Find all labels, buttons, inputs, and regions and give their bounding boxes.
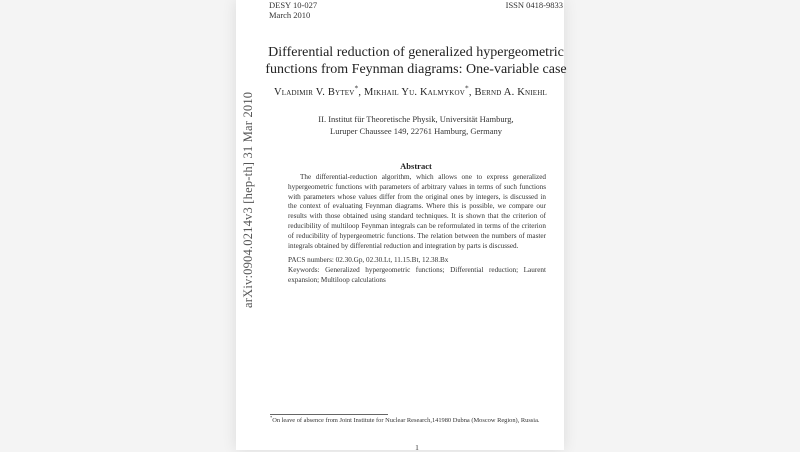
- affiliation-line-1: II. Institut für Theoretische Physik, Universität Hamburg,: [318, 114, 514, 124]
- abstract-text: The differential-reduction algorithm, which allows one to express generalized hypergeometric functions with parameters of arbitrary values in terms of such functions with parameters whose values differ from the original ones by integers, is discussed in the context of evaluating Feynman diagrams. Where this is possible, we compare our results with those obtained using standard techniques. It is shown that the criterion of reducibility of multiloop Feynman integrals can be reformulated in terms of the criterion of reducibility of hypergeometric functions. The relation between the numbers of master integrals obtained by differential reduction and integration by parts is discussed.: [288, 173, 546, 250]
- author-1: Vladimir V. Bytev: [274, 87, 355, 98]
- author-list: [274, 83, 574, 98]
- title-line-2: functions from Feynman diagrams: One-variable case: [265, 62, 567, 77]
- arxiv-identifier-stamp: arXiv:0904.0214v3 [hep-th] 31 Mar 2010: [241, 91, 255, 308]
- keywords: Keywords: Generalized hypergeometric functions; Differential reduction; Laurent expansion; Multiloop calculations: [288, 266, 546, 284]
- author-2: Mikhail Yu. Kalmykov: [364, 87, 465, 98]
- pacs-numbers: PACS numbers: 02.30.Gp, 02.30.Lt, 11.15.Bt, 12.38.Bx: [288, 256, 449, 264]
- footnote-text: On leave of absence from Joint Institute for Nuclear Research,141980 Dubna (Moscow Region), Russia.: [272, 417, 540, 424]
- affiliation: [266, 113, 566, 137]
- author-1-footnote-mark: *: [354, 83, 359, 93]
- paper-title: [264, 44, 568, 78]
- footnote-mark: *: [270, 414, 273, 420]
- author-separator: ,: [358, 87, 365, 98]
- footnote-rule: [270, 414, 388, 415]
- issn-header: ISSN 0418-9833: [505, 0, 563, 10]
- author-2-footnote-mark: *: [464, 83, 469, 93]
- author-separator: ,: [468, 87, 475, 98]
- report-number: DESY 10-027: [269, 0, 318, 10]
- page-number: 1: [415, 443, 419, 452]
- report-header: [269, 0, 317, 20]
- title-line-1: Differential reduction of generalized hypergeometric: [268, 45, 564, 60]
- affiliation-line-2: Luruper Chaussee 149, 22761 Hamburg, Germany: [330, 126, 502, 136]
- author-3: Bernd A. Kniehl: [474, 87, 548, 98]
- abstract-heading: Abstract: [400, 161, 432, 171]
- report-date: March 2010: [269, 10, 311, 20]
- footnote: [270, 414, 564, 426]
